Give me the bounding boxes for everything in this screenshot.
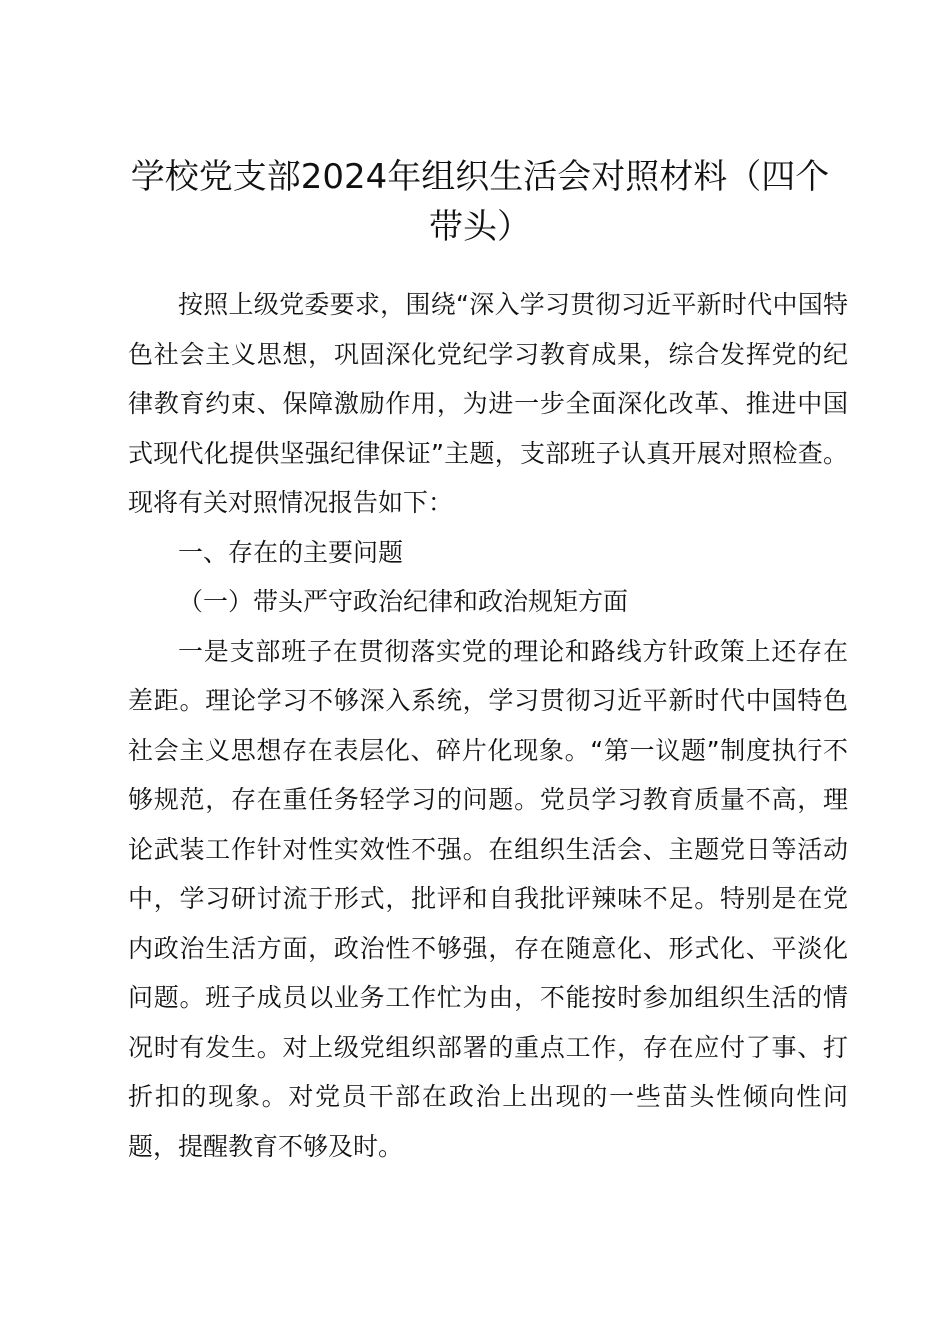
document-title: 学校党支部2024年组织生活会对照材料（四个带头）: [130, 157, 830, 247]
section-heading: 一、存在的主要问题: [178, 537, 404, 567]
subsection-heading: （一）带头严守政治纪律和政治规矩方面: [178, 587, 629, 616]
issue-paragraph: 一是支部班子在贯彻落实党的理论和路线方针政策上还存在差距。理论学习不够深入系统，学习贯彻习近平新时代中国特色社会主义思想存在表层化、碎片化现象。“第一议题”制度执行不够规范，存在重任务轻学习的问题。党员学习教育质量不高，理论武装工作针对性实效性不强。在组织生活会、主题党日等活动中，学习研讨流于形式，批评和自我批评辣味不足。特别是在党内政治生活方面，政治性不够强，存在随意化、形式化、平淡化问题。班子成员以业务工作忙为由，不能按时参加组织生活的情况时有发生。对上级党组织部署的重点工作，存在应付了事、打折扣的现象。对党员干部在政治上出现的一些苗头性倾向性问题，提醒教育不够及时。: [128, 636, 848, 1161]
document-body: [128, 280, 848, 1171]
intro-paragraph: 按照上级党委要求，围绕“深入学习贯彻习近平新时代中国特色社会主义思想，巩固深化党纪学习教育成果，综合发挥党的纪律教育约束、保障激励作用，为进一步全面深化改革、推进中国式现代化提供坚强纪律保证”主题，支部班子认真开展对照检查。现将有关对照情况报告如下：: [128, 290, 848, 517]
